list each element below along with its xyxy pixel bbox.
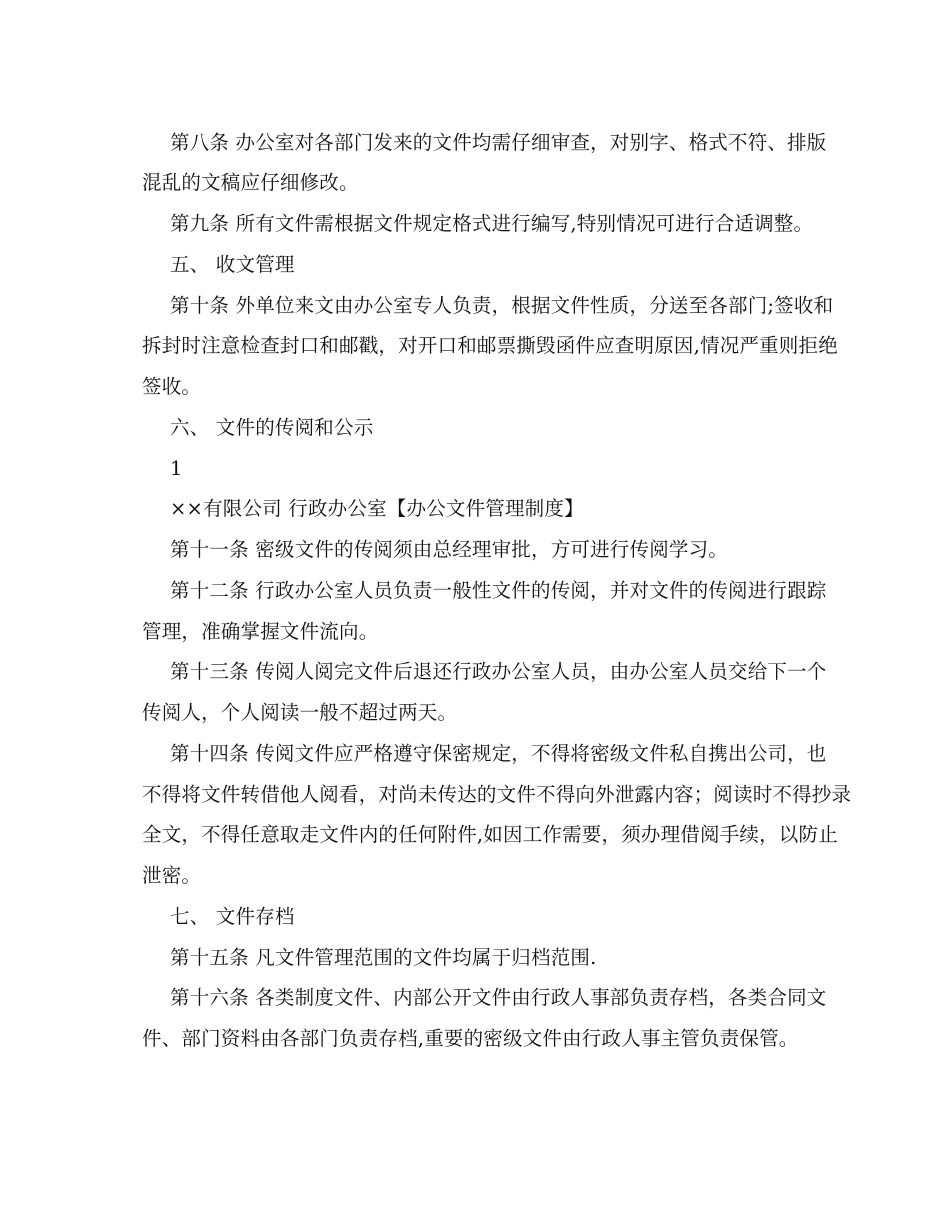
article-10-line-2: 拆封时注意检查封口和邮戳，对开口和邮票撕毁函件应查明原因,情况严重则拒绝 <box>142 334 838 357</box>
article-11: 第十一条 密级文件的传阅须由总经理审批，方可进行传阅学习。 <box>170 538 728 561</box>
section-7-heading: 七、 文件存档 <box>170 905 295 928</box>
article-16-line-1: 第十六条 各类制度文件、内部公开文件由行政人事部负责存档，各类合同文 <box>170 986 827 1009</box>
article-14-line-2: 不得将文件转借他人阅看，对尚未传达的文件不得向外泄露内容；阅读时不得抄录 <box>142 783 852 806</box>
article-13-line-2: 传阅人，个人阅读一般不超过两天。 <box>142 701 458 724</box>
article-16-line-2: 件、部门资料由各部门负责存档,重要的密级文件由行政人事主管负责保管。 <box>142 1027 799 1050</box>
article-14-line-3: 全文，不得任意取走文件内的任何附件,如因工作需要，须办理借阅手续，以防止 <box>142 823 838 846</box>
article-13-line-1: 第十三条 传阅人阅完文件后退还行政办公室人员，由办公室人员交给下一个 <box>170 660 827 683</box>
section-6-heading: 六、 文件的传阅和公示 <box>170 416 374 439</box>
article-12-line-2: 管理，准确掌握文件流向。 <box>142 620 379 643</box>
article-12-line-1: 第十二条 行政办公室人员负责一般性文件的传阅，并对文件的传阅进行跟踪 <box>170 579 827 602</box>
article-14-line-4: 泄密。 <box>142 864 202 887</box>
article-14-line-1: 第十四条 传阅文件应严格遵守保密规定，不得将密级文件私自携出公司，也 <box>170 742 827 765</box>
article-10-line-1: 第十条 外单位来文由办公室专人负责，根据文件性质，分送至各部门;签收和 <box>170 294 834 317</box>
article-10-line-3: 签收。 <box>142 375 202 398</box>
article-9: 第九条 所有文件需根据文件规定格式进行编写,特别情况可进行合适调整。 <box>170 212 814 235</box>
page-number: 1 <box>170 457 183 480</box>
article-15: 第十五条 凡文件管理范围的文件均属于归档范围. <box>170 946 597 969</box>
section-5-heading: 五、 收文管理 <box>170 253 295 276</box>
document-header: ××有限公司 行政办公室【办公文件管理制度】 <box>170 497 584 520</box>
article-8-line-1: 第八条 办公室对各部门发来的文件均需仔细审查，对别字、格式不符、排版 <box>170 131 827 154</box>
article-8-line-2: 混乱的文稿应仔细修改。 <box>142 171 359 194</box>
